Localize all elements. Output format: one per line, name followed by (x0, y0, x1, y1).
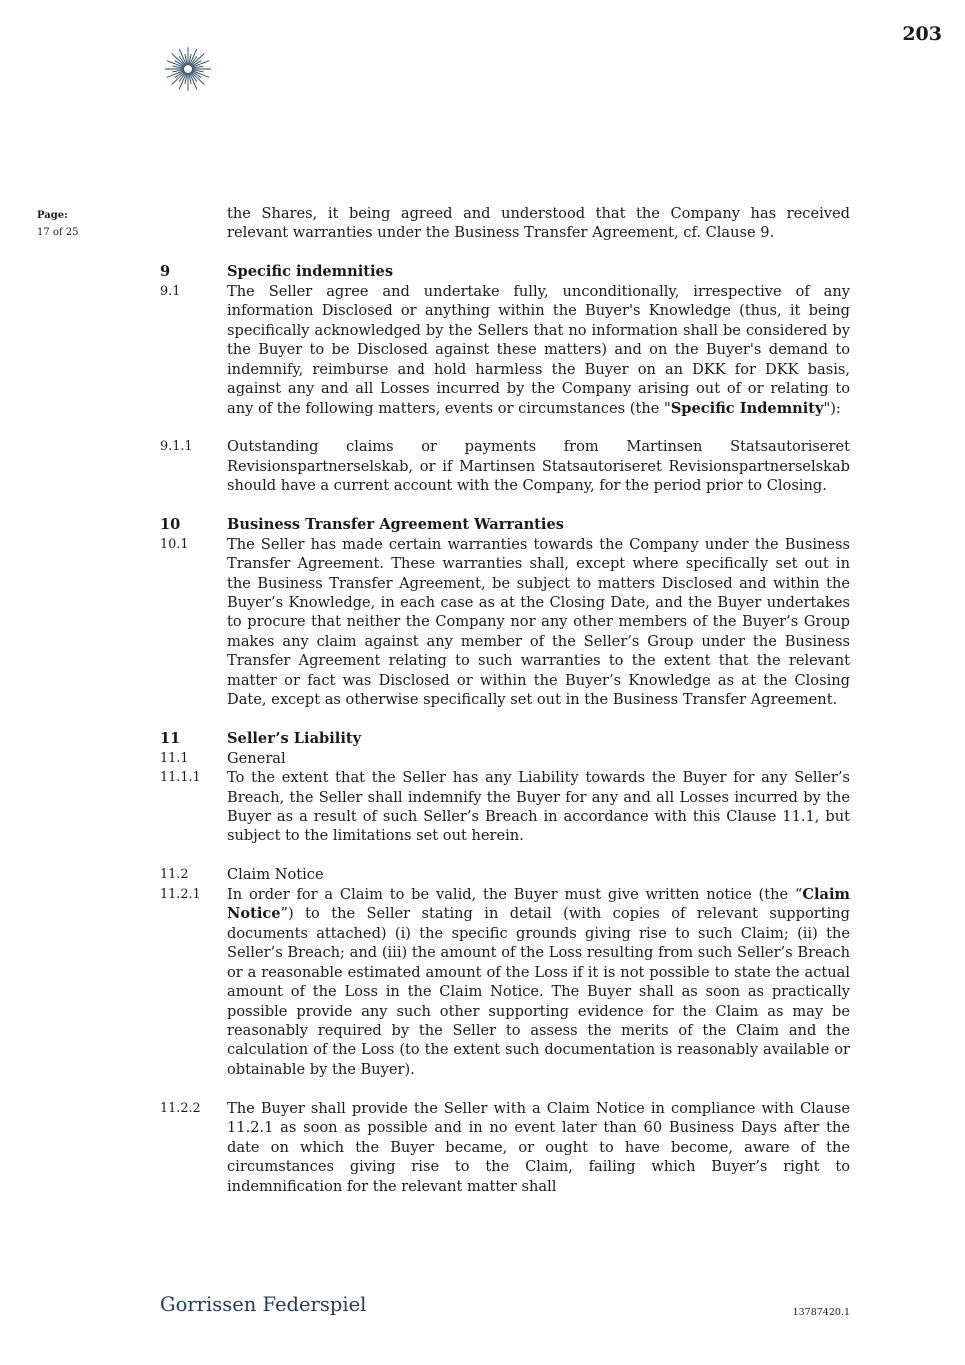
firm-name: Gorrissen Federspiel (160, 1293, 367, 1316)
section-number: 9 (160, 263, 171, 281)
page-label: Page: (37, 210, 68, 221)
clause-number: 11.2 (160, 867, 189, 883)
section-number: 10 (160, 516, 181, 534)
section-number: 11 (160, 730, 181, 748)
clause-number: 11.1 (160, 750, 189, 766)
clause-text: In order for a Claim to be valid, the Buyer must give written notice (the “Claim Notice”) to the Seller stating in detail (with copies of relevant supporting documents attached) (i) the specific grounds giving rise to such Claim; (ii) the Seller’s Breach; and (iii) the amount of the Loss resulting from such Seller’s Breach or a reasonable estimated amount of the Loss if it is not possible to state the actual amount of the Loss in the Claim Notice. The Buyer shall as soon as practically possible provide any such other supporting evidence for the Claim as may be reasonably required by the Seller to assess the merits of the Claim and the calculation of the Loss (to the extent such documentation is reasonably available or obtainable by the Buyer). (227, 885, 850, 1078)
section-title: Specific indemnities (227, 263, 394, 281)
clause-text: To the extent that the Seller has any Liability towards the Buyer for any Seller’s Breach, the Seller shall indemnify the Buyer for any and all Losses incurred by the Buyer as a result of such Seller’s Breach in accordance with this Clause 11.1, but subject to the limitations set out herein. (227, 769, 850, 845)
clause-title: General (227, 749, 286, 767)
clause-11-2-1 (160, 885, 850, 1080)
clause-9-1 (160, 282, 850, 418)
clause-10-1 (160, 535, 850, 710)
intro-paragraph: the Shares, it being agreed and understood that the Company has received relevant warranties under the Business Transfer Agreement, cf. Clause 9. (227, 205, 850, 242)
clause-9-1-1 (160, 437, 850, 495)
defined-term: Specific Indemnity (670, 399, 824, 417)
clause-number: 11.2.2 (160, 1100, 201, 1116)
clause-text: The Seller agree and undertake fully, unconditionally, irrespective of any information Disclosed or anything within the Buyer's Knowledge (thus, it being specifically acknowledged by the Sellers that no information shall be considered by the Buyer to be Disclosed against these matters) and on the Buyer's demand to indemnify, reimburse and hold harmless the Buyer on an DKK for DKK basis, against any and all Losses incurred by the Company arising out of or relating to any of the following matters, events or circumstances (the "Specific Indemnity"): (227, 282, 850, 417)
defined-term: Claim Notice (227, 885, 850, 923)
section-11-heading (160, 729, 850, 748)
document-body (160, 204, 850, 1196)
clause-number: 10.1 (160, 536, 189, 552)
clause-number: 11.2.1 (160, 886, 201, 902)
clause-11-2 (160, 865, 850, 884)
sunburst-icon (159, 45, 217, 93)
clause-number: 9.1.1 (160, 439, 193, 455)
clause-title: Claim Notice (227, 866, 324, 884)
clause-text: The Buyer shall provide the Seller with a Claim Notice in compliance with Clause 11.2.1 as soon as possible and in no event later than 60 Business Days after the date on which the Buyer became, or ought to have become, aware of the circumstances giving rise to the Claim, failing which Buyer’s right to indemnification for the relevant matter shall (227, 1099, 850, 1195)
section-title: Seller’s Liability (227, 730, 362, 748)
clause-11-1 (160, 749, 850, 768)
clause-11-2-2 (160, 1099, 850, 1196)
section-10-heading (160, 515, 850, 534)
document-id: 13787420.1 (792, 1307, 850, 1318)
clause-11-1-1 (160, 768, 850, 846)
clause-text: The Seller has made certain warranties towards the Company under the Business Transfer Agreement. These warranties shall, except where specifically set out in the Business Transfer Agreement, be subject to matters Disclosed and within the Buyer’s Knowledge, in each case as at the Closing Date, and the Buyer undertakes to procure that neither the Company nor any other members of the Buyer’s Group makes any claim against any member of the Seller’s Group under the Business Transfer Agreement relating to such warranties to the extent that the relevant matter or fact was Disclosed or within the Buyer’s Knowledge as at the Closing Date, except as otherwise specifically set out in the Business Transfer Agreement. (227, 535, 850, 709)
section-title: Business Transfer Agreement Warranties (227, 516, 564, 534)
clause-text: Outstanding claims or payments from Martinsen Statsautoriseret Revisionspartnerselskab, or if Martinsen Statsautoriseret Revisionspartnerselskab should have a current account with the Company, for the period prior to Closing. (227, 438, 850, 495)
section-9-heading (160, 262, 850, 281)
clause-number: 11.1.1 (160, 770, 201, 786)
page-indicator (37, 207, 79, 241)
page-number: 203 (902, 23, 942, 45)
page-count: 17 of 25 (37, 227, 79, 238)
clause-number: 9.1 (160, 283, 181, 299)
